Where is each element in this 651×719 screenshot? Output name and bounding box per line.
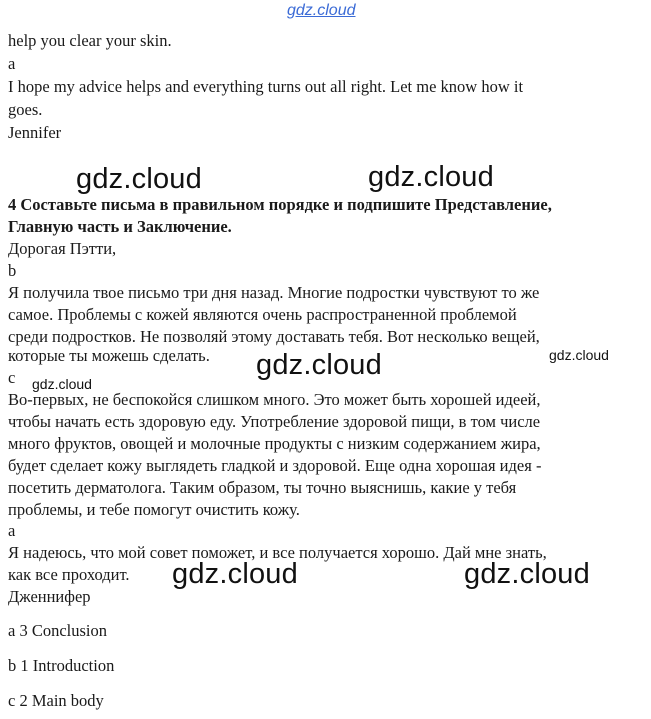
- russian-para-c-line: Во-первых, не беспокойся слишком много. Это может быть хорошей идеей,: [8, 390, 541, 409]
- russian-marker-a: a: [8, 521, 16, 540]
- watermark: gdz.cloud: [256, 349, 382, 381]
- watermark-small: gdz.cloud: [32, 376, 92, 392]
- russian-signature: Дженнифер: [8, 587, 91, 606]
- english-line: help you clear your skin.: [8, 31, 172, 50]
- russian-para-c-line: проблемы, и тебе помогут очистить кожу.: [8, 500, 300, 519]
- english-marker-a: a: [8, 54, 16, 73]
- russian-para-c-line: будет сделает кожу выглядеть гладкой и здоровой. Еще одна хорошая идея -: [8, 456, 542, 475]
- russian-para-c-line: много фруктов, овощей и молочные продукты с низким содержанием жира,: [8, 434, 541, 453]
- russian-para-b-line: самое. Проблемы с кожей являются очень распространенной проблемой: [8, 305, 517, 324]
- russian-marker-c: c: [8, 368, 16, 387]
- russian-para-a-line: Я надеюсь, что мой совет поможет, и все получается хорошо. Дай мне знать,: [8, 543, 547, 562]
- watermark: gdz.cloud: [368, 161, 494, 193]
- english-line: goes.: [8, 100, 43, 119]
- russian-para-b-line: которые ты можешь сделать.: [8, 346, 210, 365]
- task-heading: Главную часть и Заключение.: [8, 217, 232, 236]
- watermark-top[interactable]: gdz.cloud: [287, 2, 356, 19]
- watermark: gdz.cloud: [76, 163, 202, 195]
- russian-para-b-line: среди подростков. Не позволяй этому доставать тебя. Вот несколько вещей,: [8, 327, 540, 346]
- russian-para-c-line: посетить дерматолога. Таким образом, ты точно выяснишь, какие у тебя: [8, 478, 517, 497]
- watermark-small: gdz.cloud: [549, 347, 609, 363]
- watermark: gdz.cloud: [172, 558, 298, 590]
- answer-b: b 1 Introduction: [8, 656, 115, 675]
- russian-para-b-line: Я получила твое письмо три дня назад. Многие подростки чувствуют то же: [8, 283, 540, 302]
- russian-marker-b: b: [8, 261, 17, 280]
- answer-c: c 2 Main body: [8, 691, 104, 710]
- english-line: I hope my advice helps and everything turns out all right. Let me know how it: [8, 77, 524, 96]
- english-signature: Jennifer: [8, 123, 62, 142]
- russian-greeting: Дорогая Пэтти,: [8, 239, 117, 258]
- watermark: gdz.cloud: [464, 558, 590, 590]
- russian-para-c-line: чтобы начать есть здоровую еду. Употребление здоровой пищи, в том числе: [8, 412, 541, 431]
- russian-para-a-line: как все проходит.: [8, 565, 130, 584]
- task-heading: 4 Составьте письма в правильном порядке и подпишите Представление,: [8, 195, 552, 214]
- answer-a: a 3 Conclusion: [8, 621, 107, 640]
